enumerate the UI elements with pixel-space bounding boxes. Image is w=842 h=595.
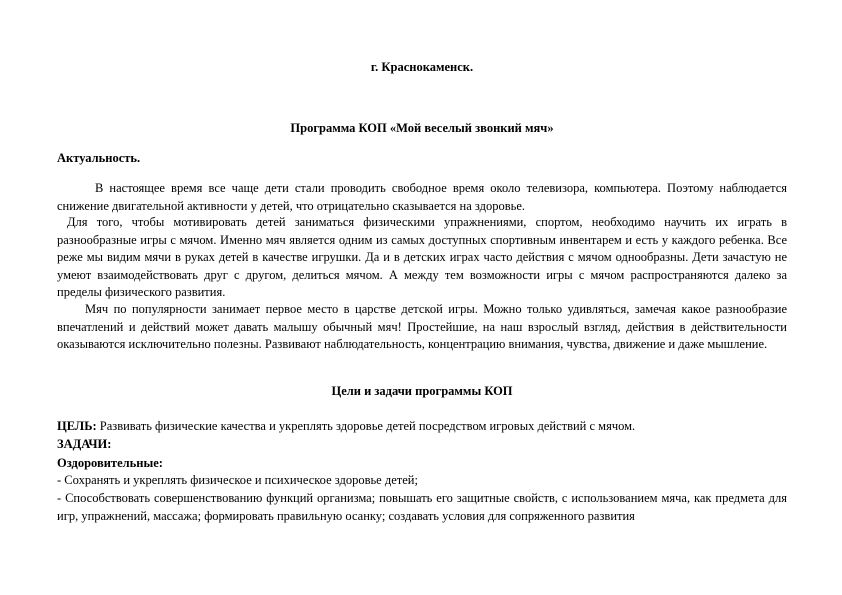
city-line: г. Краснокаменск. <box>370 60 474 74</box>
task-item-2: - Способствовать совершенствованию функций организма; повышать его защитные свойств, с использованием мяча, как предмета для игр, упражнений, массажа; формировать правильную осанку; создавать условия для сопряженного развития <box>57 491 787 523</box>
tasks-heading: ЗАДАЧИ: <box>57 437 112 451</box>
relevance-paragraph-2: Для того, чтобы мотивировать детей заниматься физическими упражнениями, спортом, необходимо научить их играть в разнообразные игры с мячом. Именно мяч является одним из самых доступных спортивным инвентарем и есть у каждого ребенка. Все реже мы видим мячи в руках детей в качестве игрушки. Да и в детских играх часто действия с мячом однообразны. Дети зачастую не умеют взаимодействовать друг с другом, делиться мячом. А между тем возможности игры с мячом распространяются далеко за пределы физического развития. <box>57 215 787 300</box>
relevance-heading: Актуальность. <box>57 151 141 165</box>
relevance-paragraph-1: В настоящее время все чаще дети стали проводить свободное время около телевизора, компьютера. Поэтому наблюдается снижение двигательной активности у детей, что отрицательно сказывается на здоровье. <box>57 181 787 213</box>
program-title: Программа КОП «Мой веселый звонкий мяч» <box>290 121 554 135</box>
goals-heading: Цели и задачи программы КОП <box>331 384 513 398</box>
task-item-1: - Сохранять и укреплять физическое и психическое здоровье детей; <box>57 473 418 487</box>
goal-line <box>57 419 635 434</box>
health-heading: Оздоровительные: <box>57 456 163 470</box>
goal-text: Развивать физические качества и укреплять здоровье детей посредством игровых действий с мячом. <box>96 419 636 433</box>
goal-label: ЦЕЛЬ: <box>57 419 97 433</box>
relevance-paragraph-3: Мяч по популярности занимает первое место в царстве детской игры. Можно только удивляться, замечая какое разнообразие впечатлений и действий может давать малышу обычный мяч! Простейшие, на наш взрослый взгляд, действия в действительности оказываются исключительно полезны. Развивают наблюдательность, концентрацию внимания, чувства, движение и даже мышление. <box>57 302 787 352</box>
